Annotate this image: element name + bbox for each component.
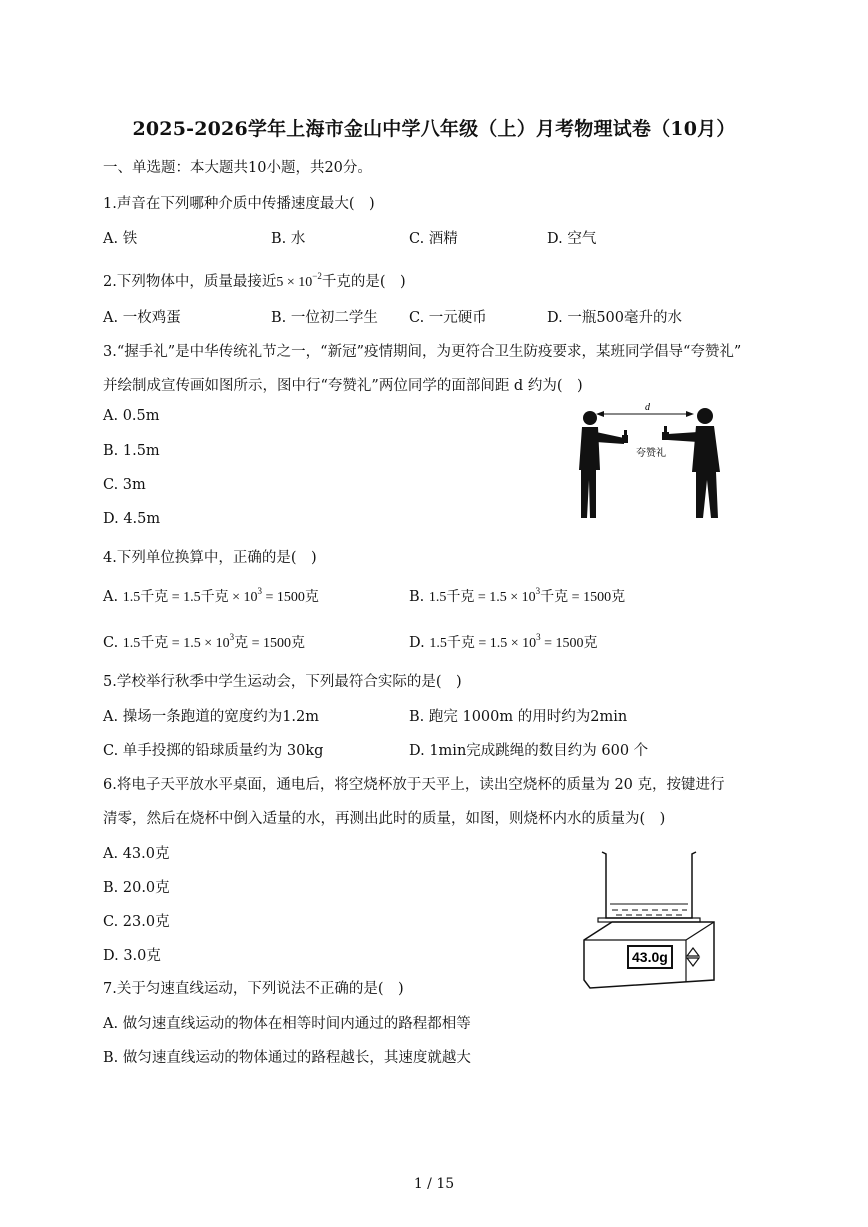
scale-display-reading: 43.0g (632, 949, 668, 965)
q7-option-b: B. 做匀速直线运动的物体通过的路程越长，其速度就越大 (103, 1050, 471, 1066)
q4-option-c: C. 1.5千克 = $1.5 \times 10^3$克 = 1500克 (103, 632, 305, 651)
q2-option-a: A. 一枚鸡蛋 (103, 310, 181, 326)
q7-option-a: A. 做匀速直线运动的物体在相等时间内通过的路程都相等 (103, 1016, 471, 1032)
question-4-stem: 4.下列单位换算中，正确的是( ) (103, 550, 317, 566)
q3-option-d: D. 4.5m (103, 511, 161, 527)
q4-option-a: A. 1.5千克 = 1.5千克 × $10^3 = 1500$克 (103, 586, 319, 605)
q6-option-d: D. 3.0克 (103, 948, 161, 964)
q6-option-a: A. 43.0克 (103, 846, 170, 862)
page-title: 2025-2026学年上海市金山中学八年级（上）月考物理试卷（10月） (132, 118, 736, 140)
question-6-stem-line2: 清零，然后在烧杯中倒入适量的水，再测出此时的质量，如图，则烧杯内水的质量为( ) (103, 811, 666, 827)
question-2-stem (103, 270, 406, 291)
q1-option-a: A. 铁 (103, 231, 138, 247)
page-number: 1 / 15 (413, 1176, 455, 1192)
q5-option-a: A. 操场一条跑道的宽度约为1.2m (103, 709, 319, 725)
q3-option-c: C. 3m (103, 477, 146, 493)
q2-stem-text-a: 2.下列物体中，质量最接近 (103, 274, 277, 290)
question-1-stem: 1.声音在下列哪种介质中传播速度最大( ) (103, 196, 375, 212)
q3-option-a: A. 0.5m (103, 408, 160, 424)
q2-option-c: C. 一元硬币 (409, 310, 487, 326)
question-7-stem: 7.关于匀速直线运动，下列说法不正确的是( ) (103, 981, 404, 997)
q2-stem-math: $5 \times 10^{-2}$ (276, 271, 322, 290)
figure-caption: 夸赞礼 (636, 448, 666, 459)
distance-label-d: d (645, 402, 650, 413)
praise-gesture-figure (572, 400, 732, 524)
electronic-balance-figure (582, 848, 722, 990)
q2-option-d: D. 一瓶500毫升的水 (547, 310, 683, 326)
q1-option-d: D. 空气 (547, 231, 597, 247)
question-5-stem: 5.学校举行秋季中学生运动会，下列最符合实际的是( ) (103, 674, 462, 690)
q5-option-c: C. 单手投掷的铅球质量约为 30kg (103, 743, 324, 759)
q4-option-d: D. 1.5千克 = $1.5 \times 10^3 = 1500$克 (409, 632, 598, 651)
q1-option-b: B. 水 (271, 231, 306, 247)
q6-option-b: B. 20.0克 (103, 880, 170, 896)
q4-option-b: B. 1.5千克 = $1.5 \times 10^3$千克 = 1500克 (409, 586, 626, 605)
q6-option-c: C. 23.0克 (103, 914, 170, 930)
question-3-stem-line2: 并绘制成宣传画如图所示，图中行“夸赞礼”两位同学的面部间距 d 约为( ) (103, 378, 583, 394)
q1-option-c: C. 酒精 (409, 231, 458, 247)
q5-option-b: B. 跑完 1000m 的用时约为2min (409, 709, 628, 725)
q2-option-b: B. 一位初二学生 (271, 310, 378, 326)
q3-option-b: B. 1.5m (103, 443, 160, 459)
section-heading: 一、单选题：本大题共10小题，共20分。 (103, 160, 372, 176)
q5-option-d: D. 1min完成跳绳的数目约为 600 个 (409, 743, 649, 759)
question-3-stem-line1: 3.“握手礼”是中华传统礼节之一，“新冠”疫情期间，为更符合卫生防疫要求，某班同学倡导“夸赞礼” (103, 344, 742, 360)
q2-stem-text-b: 千克的是( ) (321, 274, 406, 290)
question-6-stem-line1: 6.将电子天平放水平桌面，通电后，将空烧杯放于天平上，读出空烧杯的质量为 20 克，按键进行 (103, 777, 725, 793)
